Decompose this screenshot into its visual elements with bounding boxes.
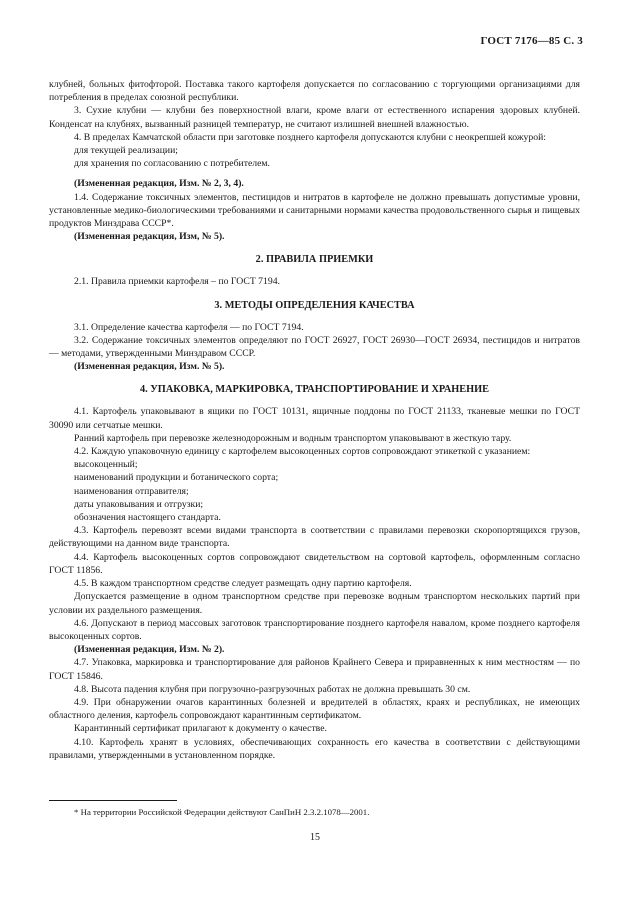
paragraph: 4.7. Упаковка, маркировка и транспортирование для районов Крайнего Севера и приравненных к ним местностям — по ГОСТ 15846. [49, 657, 580, 682]
paragraph: 4.1. Картофель упаковывают в ящики по ГОСТ 10131, ящичные поддоны по ГОСТ 21133, тканевые мешки по ГОСТ 30090 или сетчатые мешки. [49, 406, 580, 431]
paragraph: 1.4. Содержание токсичных элементов, пестицидов и нитратов в картофеле не должно превышать допустимые уровни, установленные медико-биологическими требованиями и санитарными нормами качества продовольственного сырья и пищевых продуктов Минздрава СССР*. [49, 191, 580, 230]
paragraph: Ранний картофель при перевозке железнодорожным и водным транспортом упаковывают в жесткую тару. [74, 432, 512, 444]
amendment-note: (Измененная редакция, Изм, № 5). [74, 231, 225, 243]
paragraph: 4.9. При обнаружении очагов карантинных болезней и вредителей в областях, краях и республиках, не имеющих областного деления, картофель сопровождают карантинным сертификатом. [49, 696, 580, 722]
paragraph: 4.3. Картофель перевозят всеми видами транспорта в соответствии с правилами перевозки скоропортящихся грузов, действующими на данном виде транспорта. [49, 525, 580, 550]
page-header: ГОСТ 7176—85 С. 3 [480, 35, 583, 47]
footnote-divider [49, 800, 177, 801]
section-heading: 3. МЕТОДЫ ОПРЕДЕЛЕНИЯ КАЧЕСТВА [214, 299, 415, 311]
paragraph: клубней, больных фитофторой. Поставка такого картофеля допускается по согласованию с торгующими организациями для потребления в пределах союзной республики. [49, 79, 580, 104]
list-item: высокоценный; [74, 459, 138, 471]
list-item: наименования отправителя; [74, 485, 189, 497]
paragraph: 3. Сухие клубни — клубни без поверхностной влаги, кроме влаги от естественного испарения здоровых клубней. Конденсат на клубнях, вызванный разницей температур, не считают излишней внешней влажностью. [49, 105, 580, 130]
list-item: даты упаковывания и отгрузки; [74, 498, 204, 510]
paragraph: 4.4. Картофель высокоценных сортов сопровождают свидетельством на сортовой картофель, оформленным согласно ГОСТ 11856. [49, 551, 580, 576]
paragraph: Допускается размещение в одном транспортном средстве при перевозке водным транспортом нескольких партий при условии их раздельного размещения. [49, 591, 580, 616]
amendment-note: (Измененная редакция, Изм. № 2). [74, 644, 225, 656]
paragraph: 3.1. Определение качества картофеля — по ГОСТ 7194. [74, 321, 304, 333]
list-item: для хранения по согласованию с потребителем. [74, 158, 270, 170]
paragraph: 4. В пределах Камчатской области при заготовке позднего картофеля допускаются клубни с неокрепшей кожурой: [74, 131, 546, 143]
document-body [49, 78, 580, 762]
page-number: 15 [310, 832, 320, 843]
paragraph: 2.1. Правила приемки картофеля – по ГОСТ 7194. [74, 276, 280, 288]
paragraph: 4.5. В каждом транспортном средстве следует размещать одну партию картофеля. [74, 578, 412, 590]
amendment-note: (Измененная редакция, Изм. № 5). [74, 361, 225, 373]
paragraph: 4.8. Высота падения клубня при погрузочно-разгрузочных работах не должна превышать 30 см. [74, 683, 471, 695]
list-item: наименований продукции и ботанического сорта; [74, 472, 279, 484]
footnote: * На территории Российской Федерации действуют СанПиН 2.3.2.1078—2001. [74, 807, 370, 817]
section-heading: 2. ПРАВИЛА ПРИЕМКИ [255, 254, 374, 266]
paragraph: Карантинный сертификат прилагают к документу о качестве. [74, 723, 327, 735]
paragraph: 4.6. Допускают в период массовых заготовок транспортирование позднего картофеля навалом, кроме позднего картофеля высокоценных сортов. [49, 617, 580, 642]
list-item: обозначения настоящего стандарта. [74, 512, 221, 524]
paragraph: 4.10. Картофель хранят в условиях, обеспечивающих сохранность его качества в соответствии с действующими правилами, утвержденными в установленном порядке. [49, 736, 580, 761]
paragraph: 4.2. Каждую упаковочную единицу с картофелем высокоценных сортов сопровождают этикеткой с указанием: [74, 446, 531, 458]
section-heading: 4. УПАКОВКА, МАРКИРОВКА, ТРАНСПОРТИРОВАНИЕ И ХРАНЕНИЕ [139, 384, 490, 396]
amendment-note: (Измененная редакция, Изм. № 2, 3, 4). [74, 178, 244, 190]
list-item: для текущей реализации; [74, 145, 178, 157]
paragraph: 3.2. Содержание токсичных элементов определяют по ГОСТ 26927, ГОСТ 26930—ГОСТ 26934, пестицидов и нитратов — методами, утвержденными Минздравом СССР. [49, 334, 580, 360]
